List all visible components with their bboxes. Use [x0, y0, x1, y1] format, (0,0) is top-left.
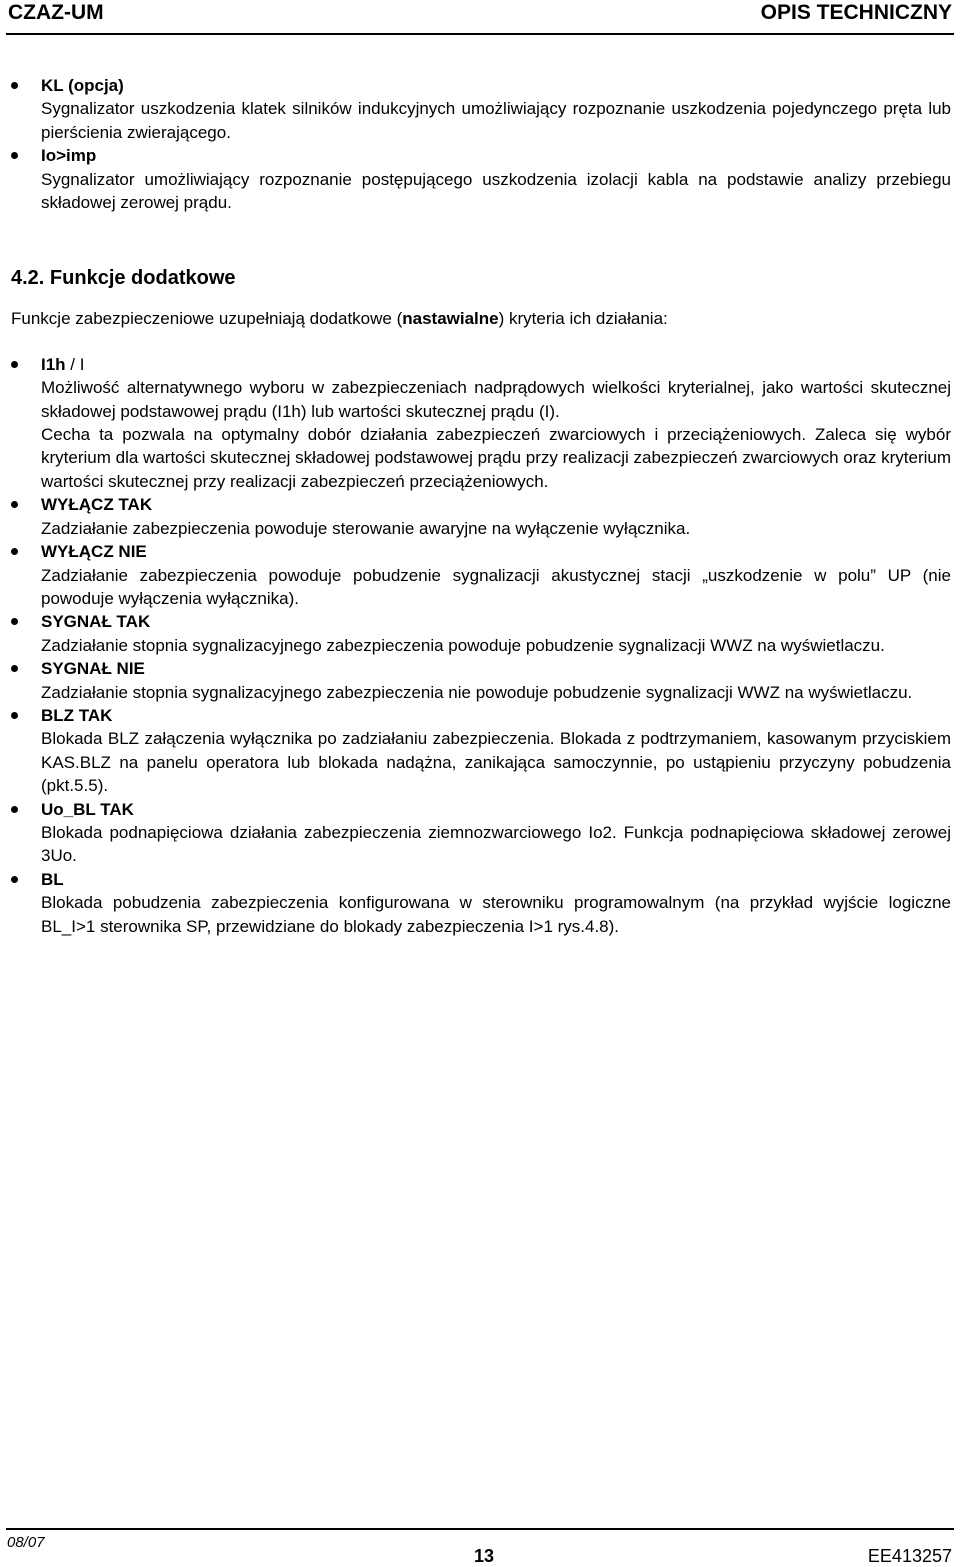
bullet-icon — [11, 806, 18, 813]
document-code: EE413257 — [867, 1546, 952, 1566]
bullet-icon — [11, 361, 18, 368]
item-title: Uo_BL TAK — [41, 799, 134, 819]
header-doc-name: CZAZ-UM — [8, 1, 104, 24]
item-title — [41, 353, 951, 376]
page-footer — [6, 1528, 954, 1565]
item-text: Sygnalizator uszkodzenia klatek silników indukcyjnych umożliwiający rozpoznanie uszkodzenia pojedynczego pręta lub pierścienia zwierającego. — [41, 99, 951, 142]
list-item — [11, 704, 951, 798]
item-text: Możliwość alternatywnego wyboru w zabezpieczeniach nadprądowych wielkości kryterialnej, jako wartości skutecznej składowej podstawowej prądu (I1h) lub wartości skutecznej prądu (I). — [41, 378, 951, 421]
intro-bold-text: nastawialne — [402, 309, 499, 329]
item-text: Cecha ta pozwala na optymalny dobór działania zabezpieczeń zwarciowych i przeciążeniowych. Zaleca się wybór kryterium dla wartości skutecznej składowej podstawowej prądu przy realizacji zabezpieczeń zwarciowych oraz kryterium wartości skutecznej przy realizacji zabezpieczeń przeciążeniowych. — [41, 425, 951, 491]
item-text: Blokada pobudzenia zabezpieczenia konfigurowana w sterowniku programowalnym (na przykład wyjście logiczne BL_I>1 sterownika SP, przewidziane do blokady zabezpieczenia I>1 rys.4.8). — [41, 893, 951, 936]
page-header — [6, 0, 954, 40]
list-item — [11, 540, 951, 610]
footer-rule — [6, 1528, 954, 1530]
list-item — [11, 610, 951, 657]
bullet-icon — [11, 665, 18, 672]
page-content — [11, 74, 951, 938]
item-title: WYŁĄCZ TAK — [41, 495, 153, 515]
bullet-icon — [11, 876, 18, 883]
item-title: SYGNAŁ NIE — [41, 659, 145, 679]
item-title: BLZ TAK — [41, 705, 113, 725]
bullet-icon — [11, 618, 18, 625]
item-title: KL (opcja) — [41, 76, 124, 95]
item-title-rest: / I — [65, 354, 85, 374]
section-intro — [11, 307, 951, 330]
item-text: Zadziałanie zabezpieczenia powoduje sterowanie awaryjne na wyłączenie wyłącznika. — [41, 518, 691, 538]
item-text: Blokada BLZ załączenia wyłącznika po zadziałaniu zabezpieczenia. Blokada z podtrzymaniem, kasowanym przyciskiem KAS.BLZ na panelu operatora lub blokada nadążna, zanikająca samoczynnie, po ustąpieniu przyczyny pobudzenia (pkt.5.5). — [41, 729, 951, 796]
item-title: SYGNAŁ TAK — [41, 612, 151, 632]
list-item — [11, 353, 951, 493]
bullet-icon — [11, 712, 18, 719]
item-text: Blokada podnapięciowa działania zabezpieczenia ziemnozwarciowego Io2. Funkcja podnapięciowa składowej zerowej 3Uo. — [41, 822, 951, 866]
item-text: Zadziałanie stopnia sygnalizacyjnego zabezpieczenia nie powoduje pobudzenie sygnalizacji WWZ na wyświetlaczu. — [41, 682, 913, 702]
list-item — [11, 493, 951, 540]
item-text: Sygnalizator umożliwiający rozpoznanie postępującego uszkodzenia izolacji kabla na podstawie analizy przebiegu składowej zerowej prądu. — [41, 169, 951, 213]
header-section-name: OPIS TECHNICZNY — [760, 1, 952, 24]
item-title: Io>imp — [41, 146, 97, 166]
page-number: 13 — [474, 1546, 495, 1566]
item-title: WYŁĄCZ NIE — [41, 542, 147, 562]
header-rule — [6, 33, 954, 35]
bullet-icon — [11, 82, 18, 89]
item-title: BL — [41, 869, 64, 889]
bullet-icon — [11, 548, 18, 555]
item-text: Zadziałanie zabezpieczenia powoduje pobudzenie sygnalizacji akustycznej stacji „uszkodzenie w polu” UP (nie powoduje wyłączenia wyłącznika). — [41, 565, 951, 608]
list-item — [11, 144, 951, 214]
item-title-bold: I1h — [41, 354, 66, 374]
bullet-icon — [11, 152, 18, 159]
list-item — [11, 74, 951, 144]
section-heading: 4.2. Funkcje dodatkowe — [11, 267, 236, 290]
intro-text-end: ) kryteria ich działania: — [498, 309, 668, 329]
list-item — [11, 657, 951, 704]
intro-text: Funkcje zabezpieczeniowe uzupełniają dodatkowe ( — [11, 309, 403, 329]
footer-date: 08/07 — [7, 1534, 45, 1551]
list-item — [11, 798, 951, 868]
list-item — [11, 868, 951, 938]
bullet-icon — [11, 501, 18, 508]
item-text: Zadziałanie stopnia sygnalizacyjnego zabezpieczenia powoduje pobudzenie sygnalizacji WWZ na wyświetlaczu. — [41, 635, 885, 655]
